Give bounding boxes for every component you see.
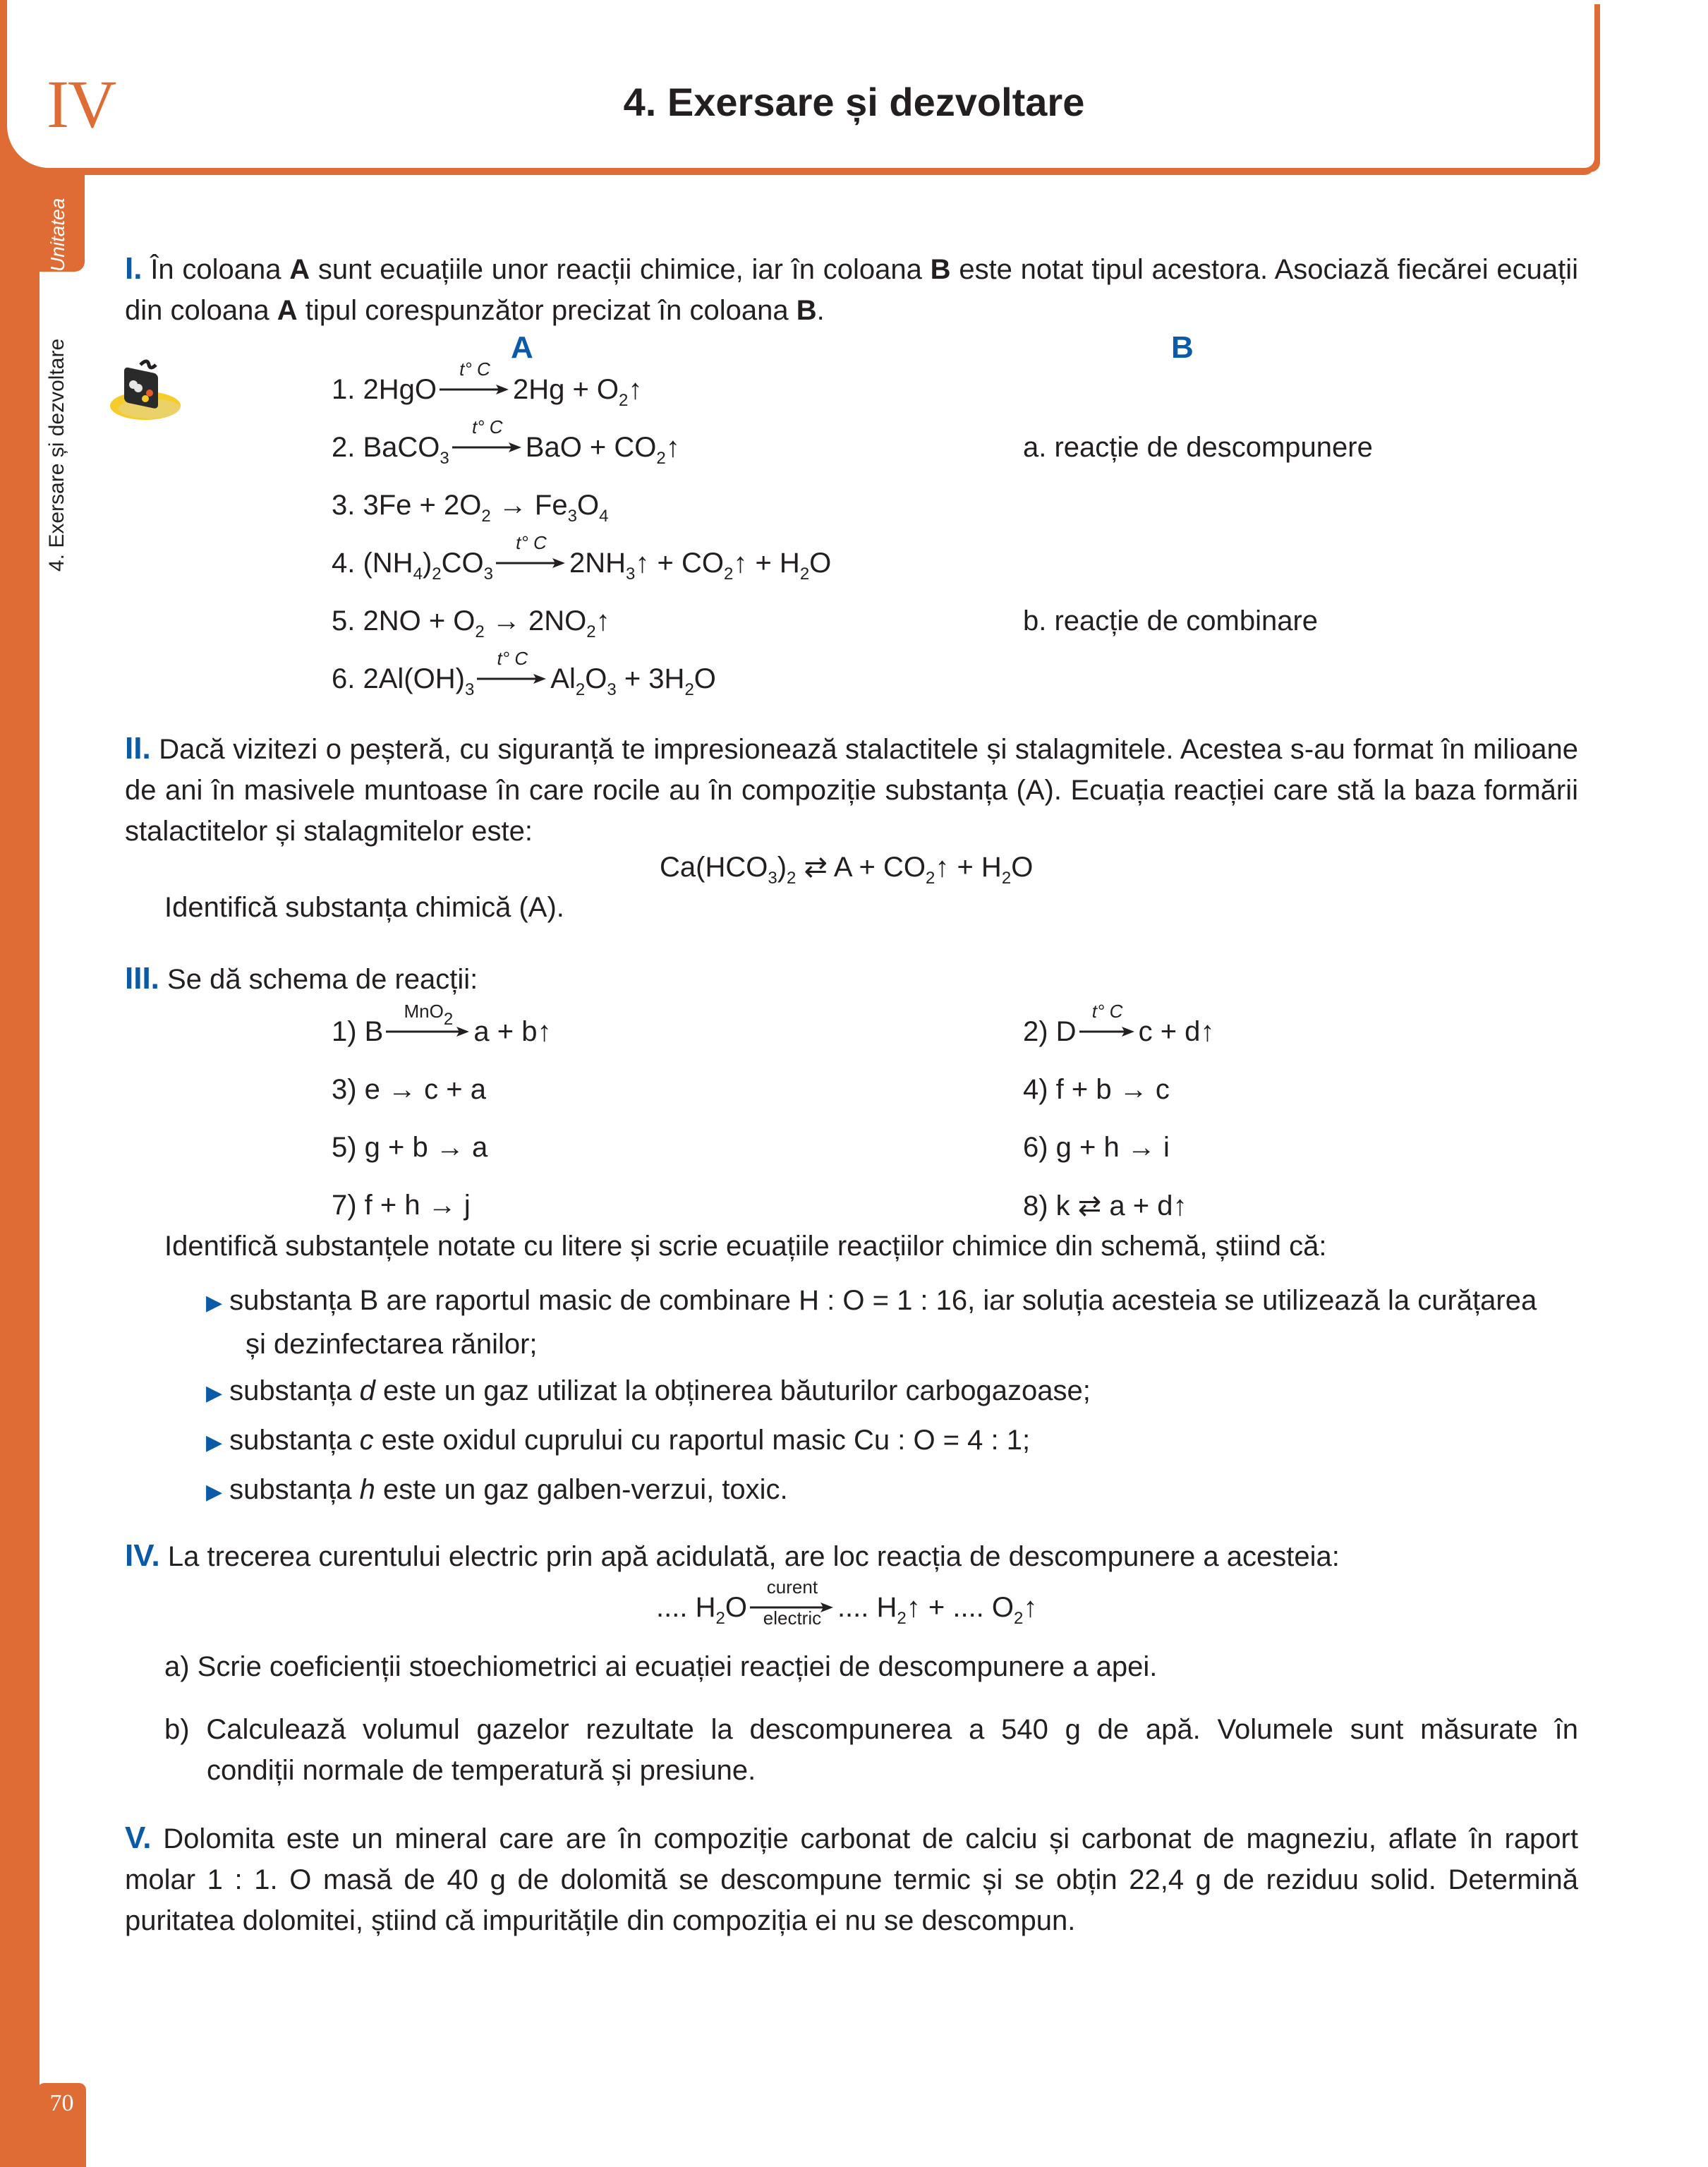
arrow-label-top: curent [766,1576,818,1598]
hint-item [206,1469,1578,1513]
exercise-number: IV. [125,1538,160,1573]
triangle-right-icon: ▶ [206,1480,223,1504]
triangle-right-icon: ▶ [206,1382,223,1405]
equation-6: 6. $2Al(OH)_3$ t° C $Al_2O_3 + 3H_2O$ [332,648,716,699]
text: Dacă vizitezi o peșteră, cu siguranță te impresionează stalactitele și stalagmitele. Acestea s-au format în milioane de ani în masivele muntoase în care rocile au în compoziție substanța (A). Ecuația reacției care stă la baza formării stalactitelor și stalagmitelor este: [125,734,1578,847]
equation-1: 1. 2HgO t° C $2Hg + O_2↑$ [332,358,643,410]
part-b-line-2: condiții normale de temperatură și presiune. [207,1755,756,1786]
exercise-4-statement [125,1535,1578,1577]
exercise-1-statement [125,248,1578,331]
page-number: 70 [49,2090,74,2116]
exercise-3-statement [125,958,1578,1000]
hint-text: substanța [229,1425,360,1456]
reaction-type-a: a. reacție de descompunere [1023,432,1373,463]
reaction-8: 8) k ⇄ a + d↑ [1023,1190,1187,1221]
equation-2: 2. BaCO$_3$ t° C BaO + $CO_2↑$ [332,416,680,468]
hint-text: substanța [229,1474,360,1505]
exercise-3-instruction: Identifică substanțele notate cu litere și scrie ecuațiile reacțiilor chimice din schemă, știind că: [164,1231,1327,1262]
equation-stalactite: $Ca(HCO_3)_2$ ⇄ $A + CO_2↑ + H_2O$ [660,852,1034,888]
text: este notat tipul acestora. Asociază fiecărei ecuații din coloana [125,254,1578,326]
part-b-line-1: b) Calculează volumul gazelor rezultate la descompunerea a 540 g de apă. Volumele sunt măsurate în [164,1714,1578,1745]
equation-electrolysis: .... $H_2O$ curent electric .... $H_2↑$ + .... $O_2↑$ [656,1576,1038,1629]
text: La trecerea curentului electric prin apă acidulată, are loc reacția de descompunere a acesteia: [167,1541,1340,1572]
page-title: 4. Exersare și dezvoltare [623,80,1085,124]
hint-item [206,1420,1578,1463]
exercise-number: I. [125,251,143,286]
page-number-box [37,2083,86,2167]
hint-text: este oxidul cuprului cu raportul masic Cu : O = 4 : 1; [373,1425,1031,1456]
reaction-4: 4) f + b → c [1023,1074,1170,1105]
reaction-7: 7) f + h → j [332,1190,471,1221]
equation-3: 3. $3Fe + 2O_2 \to Fe_3O_4$ [332,490,609,526]
hint-variable: h [359,1474,375,1505]
exercise-4-part-b [164,1709,1578,1791]
exercise-2-statement [125,728,1578,852]
column-b-header: B [1171,330,1194,365]
blank-coefficient: .... [837,1592,869,1623]
exercise-2-question: Identifică substanța chimică (A). [164,892,564,923]
hint-variable: c [359,1425,374,1456]
hint-text: substanța B are raportul masic de combinare H : O = 1 : 16, iar soluția acesteia se utilizează la curățarea [229,1285,1537,1316]
bold-A: A [277,295,298,326]
gamepad-icon [109,356,186,423]
unit-label: Unitatea [47,198,68,272]
triangle-right-icon: ▶ [206,1431,223,1454]
exercise-4-part-a: a) Scrie coeficienții stoechiometrici ai ecuației reacției de descompunere a apei. [164,1651,1158,1682]
bold-B: B [796,295,817,326]
arrow-label: t° C [471,416,503,438]
arrow-label: t° C [497,648,528,670]
triangle-right-icon: ▶ [206,1291,223,1315]
bold-B: B [930,254,951,285]
hint-item [206,1280,1578,1365]
hint-text: este un gaz utilizat la obținerea băuturilor carbogazoase; [375,1375,1091,1406]
arrow-label-bottom: electric [763,1607,822,1629]
reaction-2: 2) D t° C c + d↑ [1023,1001,1215,1047]
hint-text: este un gaz galben-verzui, toxic. [375,1474,788,1505]
hint-item [206,1370,1578,1414]
text: . [816,295,825,326]
exercise-number: II. [125,731,151,766]
side-lesson-title: 4. Exersare și dezvoltare [45,338,68,572]
arrow-label: t° C [516,532,547,554]
exercise-number: III. [125,961,159,996]
reaction-type-b: b. reacție de combinare [1023,605,1319,636]
blank-coefficient: .... [952,1592,984,1623]
arrow-label: t° C [1091,1001,1123,1022]
reaction-1: 1) B MnO$_2$ a + b↑ [332,1001,552,1047]
hint-text: substanța [229,1375,360,1406]
reaction-5: 5) g + b → a [332,1132,488,1163]
text: tipul corespunzător precizat în coloana [297,295,797,326]
reaction-3: 3) e → c + a [332,1074,486,1105]
catalyst-label: MnO [404,1001,444,1022]
reaction-6: 6) g + h → i [1023,1132,1170,1163]
arrow-label: t° C [459,358,490,380]
bold-A: A [289,254,310,285]
hint-variable: d [359,1375,375,1406]
blank-coefficient: .... [656,1592,688,1623]
text: Dolomita este un mineral care are în compoziție carbonat de calciu și carbonat de magneziu, aflate în raport molar 1 : 1. O masă de 40 g de dolomită se descompune termic și se obțin 22,4 g de reziduu solid. Determină puritatea dolomitei, știind că impuritățile din compoziția ei nu se descompun. [125,1823,1578,1936]
text: În coloana [150,254,290,285]
equation-4: 4. $(NH_4)_2CO_3$ t° C $2NH_3↑$ + $CO_2↑ + H_2O$ [332,532,832,584]
text: Se dă schema de reacții: [167,964,478,995]
side-accent-strip [0,0,40,2167]
exercise-5-statement [125,1818,1578,1941]
equation-5: 5. $2NO + O_2$ → $2NO_2↑$ [332,605,610,641]
catalyst-sub: 2 [443,1010,454,1030]
unit-number: IV [47,66,116,142]
exercise-number: V. [125,1821,152,1855]
text: sunt ecuațiile unor reacții chimice, iar în coloana [310,254,931,285]
column-a-header: A [511,330,533,365]
hint-text-continued: și dezinfectarea rănilor; [246,1329,538,1360]
